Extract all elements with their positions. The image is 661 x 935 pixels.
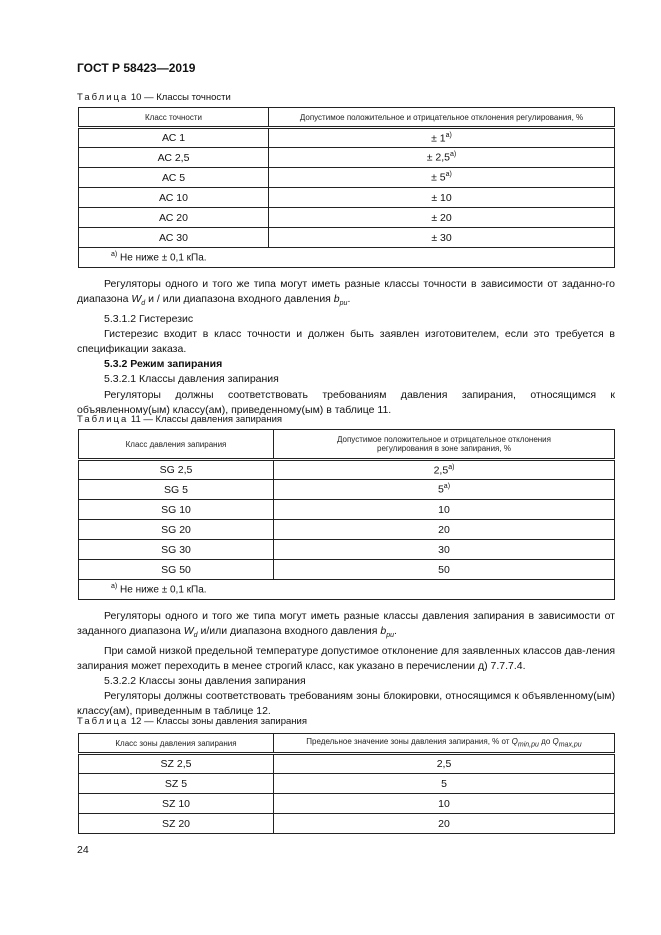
heading-5-3-2-2: 5.3.2.2 Классы зоны давления запирания bbox=[104, 674, 306, 687]
section-text-2: Регуляторы одного и того же типа могут иметь разные классы давления запирания в зависимости от заданного диапазона $W_d$ и/или диапазона входного давления $b_{pu}$. При самой низкой предельной температуре допустимое отклонение для заявленных классов дав-ления запирания может переходить в менее строгий класс, как указано в перечислении д) 7.7.7.4. 5.3.2.2 Классы зоны давления запирания Регуляторы должны соответствовать требованиям зоны блокировки, относящимся к объявленному(ым) классу(ам), приведенным в таблице 12. bbox=[77, 610, 615, 718]
table-cell: SZ 10 bbox=[79, 794, 274, 814]
table-cell: АС 1 bbox=[79, 128, 269, 148]
table-row bbox=[79, 168, 615, 188]
table11-footnote: $^{а)}$ Не ниже ± 0,1 кПа. bbox=[79, 580, 615, 600]
table-cell: 20 bbox=[274, 520, 615, 540]
heading-5-3-1-2: 5.3.1.2 Гистерезис bbox=[104, 312, 194, 325]
table-cell: SG 20 bbox=[79, 520, 274, 540]
table-row bbox=[79, 814, 615, 834]
table-cell: 30 bbox=[274, 540, 615, 560]
table-cell: SG 30 bbox=[79, 540, 274, 560]
table-row bbox=[79, 520, 615, 540]
table-cell: ± 10 bbox=[269, 188, 615, 208]
table-cell: 50 bbox=[274, 560, 615, 580]
table-row bbox=[79, 148, 615, 168]
table-cell: SZ 2,5 bbox=[79, 754, 274, 774]
table-cell: SG 10 bbox=[79, 500, 274, 520]
table-row bbox=[79, 500, 615, 520]
table-row bbox=[79, 480, 615, 500]
table-cell: $5^{а)}$ bbox=[274, 480, 615, 500]
table-cell: SZ 20 bbox=[79, 814, 274, 834]
table-row bbox=[79, 460, 615, 480]
table-row bbox=[79, 540, 615, 560]
table-cell: ± 20 bbox=[269, 208, 615, 228]
table12-header-limit: Предельное значение зоны давления запирания, % от $Q_{min,pu}$ до $Q_{max,pu}$ bbox=[274, 734, 615, 754]
table-cell: АС 5 bbox=[79, 168, 269, 188]
heading-5-3-2: 5.3.2 Режим запирания bbox=[104, 358, 223, 371]
table10-caption: Таблица 10 — Классы точности bbox=[77, 92, 231, 103]
table-cell: ± $2,5^{а)}$ bbox=[269, 148, 615, 168]
table-cell: ± $1^{а)}$ bbox=[269, 128, 615, 148]
table-cell: АС 2,5 bbox=[79, 148, 269, 168]
table-cell: SG 5 bbox=[79, 480, 274, 500]
document-header: ГОСТ Р 58423—2019 bbox=[77, 61, 196, 75]
table-cell: АС 10 bbox=[79, 188, 269, 208]
table-row bbox=[79, 228, 615, 248]
table11-header-class: Класс давления запирания bbox=[79, 430, 274, 460]
table-cell: 20 bbox=[274, 814, 615, 834]
table-row bbox=[79, 208, 615, 228]
table12-caption: Таблица 12 — Классы зоны давления запирания bbox=[77, 716, 307, 727]
table12-header-class: Класс зоны давления запирания bbox=[79, 734, 274, 754]
heading-5-3-2-1: 5.3.2.1 Классы давления запирания bbox=[104, 373, 279, 386]
table-row bbox=[79, 754, 615, 774]
page-number: 24 bbox=[77, 844, 89, 856]
table11-header-deviation: Допустимое положительное и отрицательное отклонения регулирования в зоне запирания, % bbox=[274, 430, 615, 460]
table-cell: $2,5^{а)}$ bbox=[274, 460, 615, 480]
section-text-1: Регуляторы одного и того же типа могут иметь разные классы точности в зависимости от заданно-го диапазона $W_d$ и / или диапазона входного давления $b_{pu}$. 5.3.1.2 Гистерезис Гистерезис входит в класс точности и должен быть заявлен изготовителем, если это требуется в спецификации заказа. 5.3.2 Режим запирания 5.3.2.1 Классы давления запирания Регуляторы должны соответствовать требованиям давления запирания, относящимся к объявленному(ым) классу(ам), приведенному(ым) в таблице 11. bbox=[77, 278, 615, 416]
table-cell: SG 50 bbox=[79, 560, 274, 580]
table-row bbox=[79, 560, 615, 580]
table-cell: АС 20 bbox=[79, 208, 269, 228]
table-cell: SZ 5 bbox=[79, 774, 274, 794]
table-cell: 2,5 bbox=[274, 754, 615, 774]
table-cell: ± $5^{а)}$ bbox=[269, 168, 615, 188]
table-row bbox=[79, 128, 615, 148]
table10-header-class: Класс точности bbox=[79, 108, 269, 128]
table10 bbox=[78, 107, 615, 268]
table-cell: 10 bbox=[274, 794, 615, 814]
table-cell: 5 bbox=[274, 774, 615, 794]
table-cell: ± 30 bbox=[269, 228, 615, 248]
table-row bbox=[79, 188, 615, 208]
table-row bbox=[79, 794, 615, 814]
table-cell: АС 30 bbox=[79, 228, 269, 248]
table12 bbox=[78, 733, 615, 834]
table-cell: SG 2,5 bbox=[79, 460, 274, 480]
table11 bbox=[78, 429, 615, 600]
table-row bbox=[79, 774, 615, 794]
table11-caption: Таблица 11 — Классы давления запирания bbox=[77, 414, 283, 425]
table10-footnote: $^{а)}$ Не ниже ± 0,1 кПа. bbox=[79, 248, 615, 268]
table-cell: 10 bbox=[274, 500, 615, 520]
table10-header-deviation: Допустимое положительное и отрицательное отклонения регулирования, % bbox=[269, 108, 615, 128]
